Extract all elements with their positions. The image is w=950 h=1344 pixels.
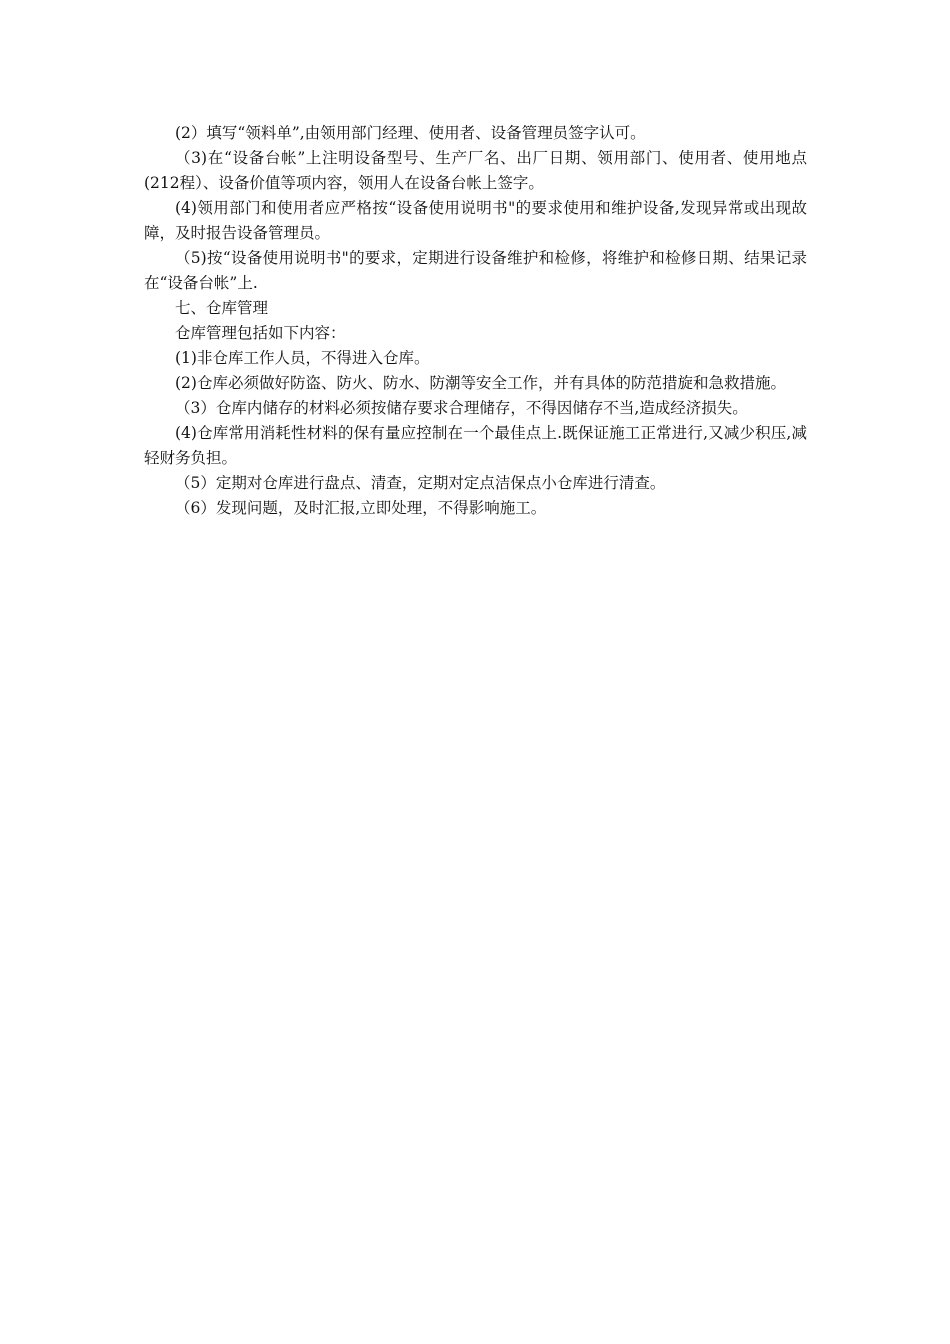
paragraph-warehouse-safety: (2)仓库必须做好防盗、防火、防水、防潮等安全工作，并有具体的防范措旋和急救措施。 <box>175 374 786 392</box>
paragraph-warehouse-storage: （3）仓库内储存的材料必须按储存要求合理储存，不得因储存不当,造成经济损失。 <box>175 399 748 417</box>
paragraph-equipment-ledger: （3)在“设备台帐”上注明设备型号、生产厂名、出厂日期、领用部门、使用者、使用地点(212程）、设备价值等项内容，领用人在设备台帐上签字。 <box>144 149 807 192</box>
paragraph-warehouse-consumables: (4)仓库常用消耗性材料的保有量应控制在一个最佳点上.既保证施工正常进行,又减少积压,减轻财务负担。 <box>144 424 807 467</box>
paragraph-periodic-maintenance: （5)按“设备使用说明书"的要求，定期进行设备维护和检修，将维护和检修日期、结果记录在“设备台帐”上. <box>144 249 807 292</box>
document-body <box>144 121 807 521</box>
paragraph-usage-maintenance: (4)领用部门和使用者应严格按“设备使用说明书"的要求使用和维护设备,发现异常或出现故障，及时报告设备管理员。 <box>144 199 807 242</box>
paragraph-warehouse-reporting: （6）发现问题，及时汇报,立即处理，不得影响施工。 <box>175 499 547 517</box>
paragraph-warehouse-inventory: （5）定期对仓库进行盘点、清查，定期对定点洁保点小仓库进行清查。 <box>175 474 666 492</box>
section-heading-warehouse: 七、仓库管理 <box>175 299 269 317</box>
paragraph-warehouse-intro: 仓库管理包括如下内容： <box>175 324 346 342</box>
paragraph-requisition-form: (2）填写“领料单”,由领用部门经理、使用者、设备管理员签字认可。 <box>175 124 646 142</box>
paragraph-warehouse-access: (1)非仓库工作人员，不得进入仓库。 <box>175 349 430 367</box>
